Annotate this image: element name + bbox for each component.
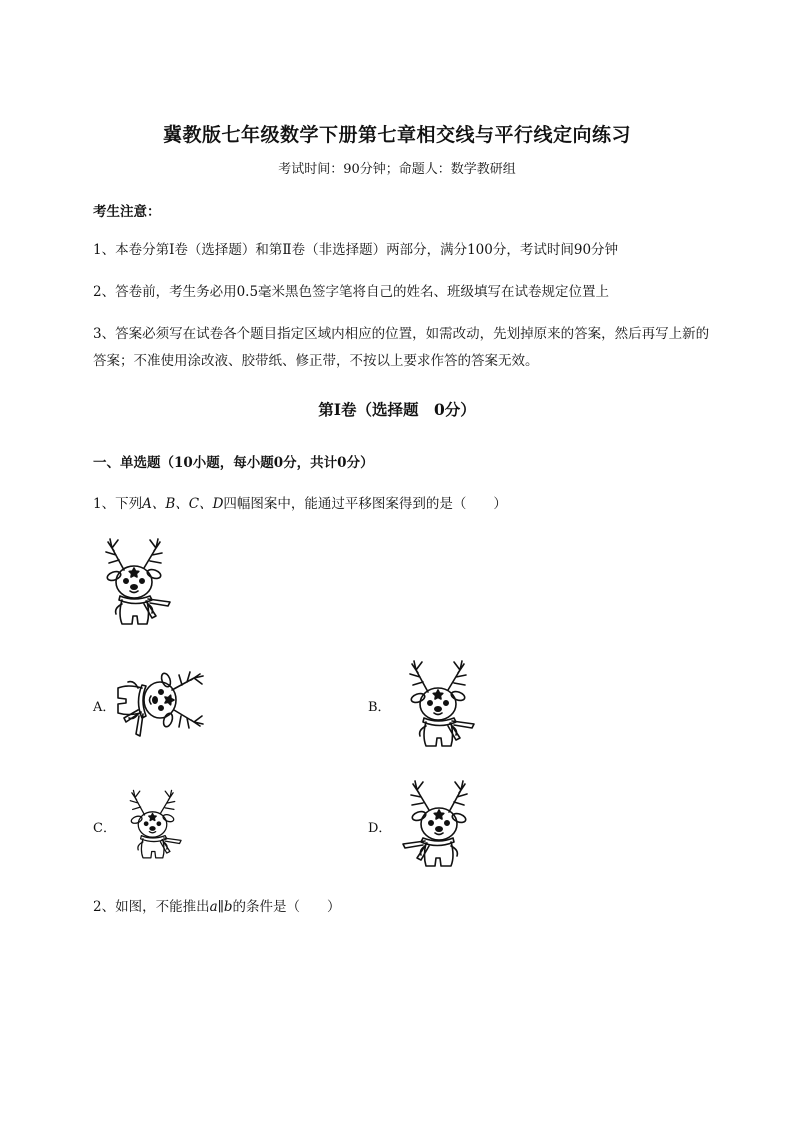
- deer-icon: [92, 536, 176, 628]
- option-d-label: D．: [368, 821, 392, 836]
- part-title: 一、单选题（10小题，每小题0分，共计0分）: [93, 455, 374, 471]
- deer-icon: [396, 658, 480, 750]
- option-c-label: C．: [93, 821, 116, 836]
- option-a-label: A．: [93, 700, 116, 715]
- question-2: [93, 895, 341, 915]
- question-2-vars: a∥b: [209, 899, 233, 915]
- deer-icon-small: [119, 788, 186, 861]
- question-1: [93, 492, 507, 512]
- option-b-label: B．: [368, 700, 391, 715]
- deer-icon-flipped: [397, 778, 481, 870]
- question-2-suffix: 的条件是（ ）: [232, 899, 341, 915]
- notice-item-2: 2、答卷前，考生务必用0.5毫米黑色签字笔将自己的姓名、班级填写在试卷规定位置上: [93, 284, 610, 300]
- notice-item-3: 3、答案必须写在试卷各个题目指定区域内相应的位置，如需改动，先划掉原来的答案，然后再写上新的答案；不准使用涂改液、胶带纸、修正带，不按以上要求作答的答案无效。: [93, 326, 710, 369]
- question-1-prefix: 1、下列: [93, 496, 143, 512]
- question-1-suffix: 四幅图案中，能通过平移图案得到的是（ ）: [223, 496, 507, 512]
- section-title: 第I卷（选择题 0分）: [318, 400, 476, 419]
- exam-info: 考试时间：90分钟；命题人：数学教研组: [278, 162, 516, 177]
- question-1-vars: A、B、C、D: [142, 496, 224, 512]
- deer-icon-rotated: [114, 658, 206, 742]
- notice-item-1: 1、本卷分第I卷（选择题）和第Ⅱ卷（非选择题）两部分，满分100分，考试时间90分钟: [93, 242, 619, 258]
- question-2-prefix: 2、如图，不能推出: [93, 899, 210, 915]
- notice-heading: 考生注意：: [93, 204, 161, 220]
- page-title: 冀教版七年级数学下册第七章相交线与平行线定向练习: [162, 124, 631, 146]
